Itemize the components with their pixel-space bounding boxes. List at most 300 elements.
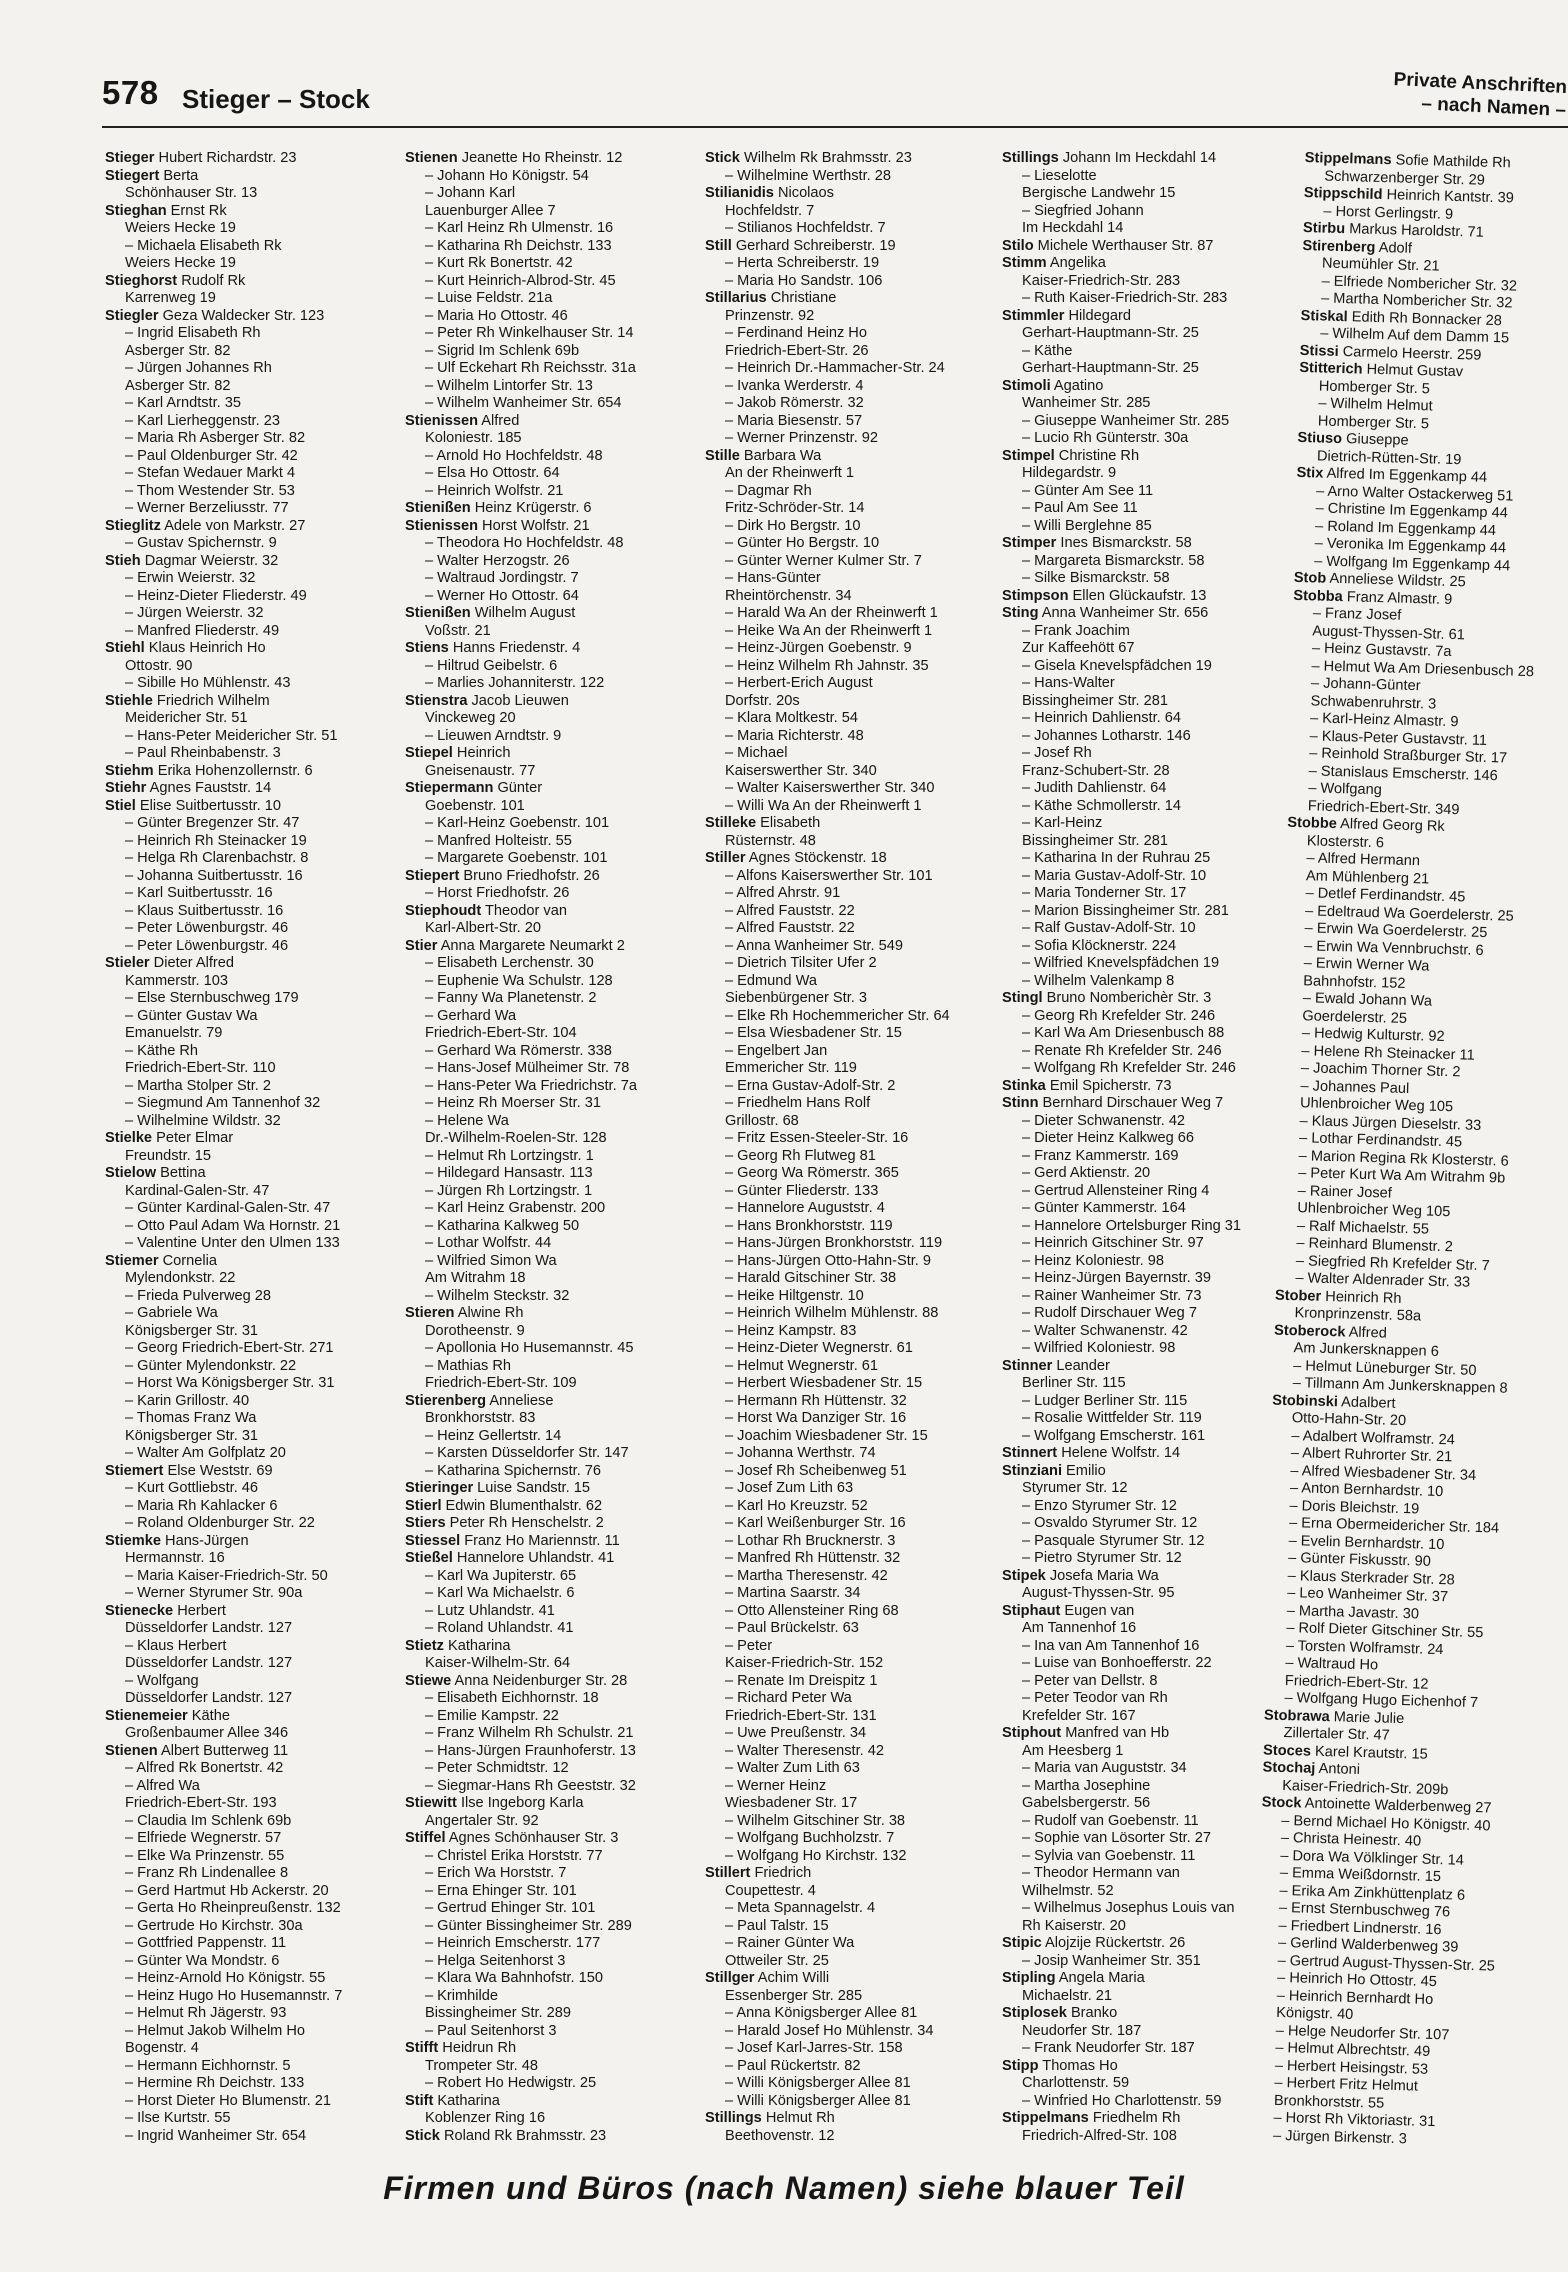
directory-entry <box>705 238 995 256</box>
entry-details: – Paul Rückertstr. 82 <box>725 2057 861 2074</box>
entry-details: – Hedwig Kulturstr. 92 <box>1301 1025 1445 1045</box>
entry-details: Gerhart-Hauptmann-Str. 25 <box>1022 360 1199 376</box>
directory-entry <box>1002 1778 1292 1796</box>
directory-entry <box>105 658 395 676</box>
entry-details: Josefa Maria Wa <box>1045 1567 1159 1584</box>
entry-details: Beethovenstr. 12 <box>725 2127 835 2144</box>
entry-details: – Karl Weißenburger Str. 16 <box>725 1515 906 1531</box>
entry-details: – Fritz Essen-Steeler-Str. 16 <box>725 1130 909 1146</box>
directory-entry <box>705 518 995 536</box>
entry-details: – Siegmar-Hans Rh Geeststr. 32 <box>425 1777 636 1794</box>
directory-entry <box>705 833 995 851</box>
directory-entry <box>1002 710 1292 728</box>
entry-surname: Stix <box>1296 464 1324 482</box>
directory-entry <box>1002 570 1292 588</box>
directory-entry <box>105 2058 395 2076</box>
entry-details: Goerdelerstr. 25 <box>1302 1007 1408 1027</box>
directory-entry <box>405 308 695 326</box>
entry-surname: Stillings <box>705 2110 762 2126</box>
directory-entry <box>105 588 395 606</box>
entry-details: – Klaus Suitbertusstr. 16 <box>125 902 284 919</box>
directory-entry <box>705 1515 995 1533</box>
directory-entry <box>105 1463 395 1481</box>
entry-surname: Stille <box>705 447 740 464</box>
entry-details: – Hiltrud Geibelstr. 6 <box>425 657 558 674</box>
directory-entry <box>1002 693 1292 711</box>
entry-details: – Jürgen Rh Lortzingstr. 1 <box>425 1182 593 1199</box>
entry-details: Gabelsbergerstr. 56 <box>1022 1795 1151 1811</box>
entry-details: Zur Kaffeehött 67 <box>1022 640 1135 656</box>
entry-details: Ines Bismarckstr. 58 <box>1056 535 1192 551</box>
entry-details: Homberger Str. 5 <box>1317 412 1430 432</box>
entry-details: – Harald Josef Ho Mühlenstr. 34 <box>725 2022 934 2039</box>
directory-entry <box>105 1008 395 1026</box>
entry-details: – Ina van Am Tannenhof 16 <box>1022 1637 1200 1654</box>
entry-details: – Erwin Weierstr. 32 <box>125 570 256 586</box>
directory-entry <box>405 1428 695 1446</box>
entry-details: – Horst Dieter Ho Blumenstr. 21 <box>125 2092 332 2109</box>
directory-entry <box>1002 1305 1292 1323</box>
directory-entry <box>405 185 695 203</box>
directory-entry <box>1002 1725 1292 1743</box>
directory-entry <box>705 1585 995 1603</box>
entry-details: – Gertrud August-Thyssen-Str. 25 <box>1277 1952 1496 1975</box>
entry-details: – Roland Uhlandstr. 41 <box>425 1620 574 1636</box>
entry-details: – Lieselotte <box>1022 167 1097 184</box>
directory-entry <box>105 1760 395 1778</box>
directory-entry <box>405 1218 695 1236</box>
directory-entry <box>1002 1148 1292 1166</box>
entry-details: – Heinrich Bernhardt Ho <box>1276 1987 1434 2008</box>
entry-details: – Erich Wa Horststr. 7 <box>425 1865 567 1881</box>
entry-details: – Erika Am Zinkhüttenplatz 6 <box>1279 1882 1466 1904</box>
entry-details: – Paul Brückelstr. 63 <box>725 1620 859 1636</box>
entry-details: Emilio <box>1062 1462 1106 1479</box>
directory-entry <box>105 1883 395 1901</box>
entry-details: – Reinhold Straßburger Str. 17 <box>1308 745 1508 767</box>
entry-details: – Valentine Unter den Ulmen 133 <box>125 1235 340 1251</box>
directory-entry <box>1002 360 1292 378</box>
entry-details: – Richard Peter Wa <box>725 1690 852 1706</box>
entry-details: Günter <box>493 780 543 796</box>
entry-details: – Emilie Kampstr. 22 <box>425 1707 559 1724</box>
directory-entry <box>1002 290 1292 308</box>
entry-details: Fritz-Schröder-Str. 14 <box>725 500 865 516</box>
directory-entry <box>705 1148 995 1166</box>
entry-details: – Heinz Gustavstr. 7a <box>1311 640 1452 661</box>
directory-entry <box>1002 413 1292 431</box>
entry-details: – Maria Biesenstr. 57 <box>725 412 863 429</box>
directory-entry <box>405 955 695 973</box>
entry-details: – Hans-Peter Wa Friedrichstr. 7a <box>425 1077 637 1094</box>
entry-details: – Franz Kammerstr. 169 <box>1022 1147 1179 1164</box>
directory-entry <box>105 1410 395 1428</box>
entry-surname: Stiegert <box>105 167 160 184</box>
directory-entry <box>405 238 695 256</box>
directory-entry <box>405 658 695 676</box>
directory-entry <box>1002 2110 1292 2128</box>
entry-details: – Hans-Jürgen Fraunhoferstr. 13 <box>425 1742 636 1759</box>
entry-details: Trompeter Str. 48 <box>425 2057 539 2074</box>
entry-details: Leander <box>1052 1357 1110 1374</box>
directory-entry <box>1002 2005 1292 2023</box>
entry-details: – Günter Ho Bergstr. 10 <box>725 535 880 551</box>
directory-entry <box>705 1690 995 1708</box>
directory-entry <box>105 255 395 273</box>
directory-entry <box>705 2075 995 2093</box>
entry-surname: Stienen <box>105 1742 158 1759</box>
entry-details: – Rainer Wanheimer Str. 73 <box>1022 1287 1202 1304</box>
entry-details: – Silke Bismarckstr. 58 <box>1022 570 1170 586</box>
directory-entry <box>105 1568 395 1586</box>
entry-details: – Martha Theresenstr. 42 <box>725 1567 888 1584</box>
entry-details: Ellen Glückaufstr. 13 <box>1068 587 1207 604</box>
entry-details: – Alfons Kaiserswerther Str. 101 <box>725 867 933 884</box>
entry-details: – Rudolf van Goebenstr. 11 <box>1022 1812 1199 1829</box>
entry-details: Hochfeldstr. 7 <box>725 202 815 219</box>
entry-details: – Heinz-Jürgen Bayernstr. 39 <box>1022 1270 1212 1286</box>
directory-entry <box>705 1638 995 1656</box>
entry-details: – Wilhelmine Werthstr. 28 <box>725 167 891 184</box>
entry-details: Wilhelmstr. 52 <box>1022 1882 1114 1899</box>
entry-details: Katharina <box>433 2092 500 2109</box>
entry-details: Peter Rh Henschelstr. 2 <box>445 1515 604 1531</box>
entry-details: – Heinrich Wolfstr. 21 <box>425 482 564 499</box>
directory-entry <box>1002 2058 1292 2076</box>
entry-details: Markus Haroldstr. 71 <box>1344 221 1484 241</box>
entry-details: Friedrich-Ebert-Str. 110 <box>125 1060 276 1076</box>
entry-surname: Stobrawa <box>1263 1706 1330 1725</box>
directory-entry <box>105 1253 395 1271</box>
directory-entry <box>405 990 695 1008</box>
entry-details: – Otto Allensteiner Ring 68 <box>725 1602 899 1619</box>
entry-details: – Lothar Wolfstr. 44 <box>425 1235 552 1251</box>
entry-details: Antoni <box>1315 1760 1361 1778</box>
directory-entry <box>705 1865 995 1883</box>
directory-entry <box>1002 1235 1292 1253</box>
entry-details: August-Thyssen-Str. 95 <box>1022 1585 1175 1601</box>
directory-entry <box>1002 1795 1292 1813</box>
directory-entry <box>705 850 995 868</box>
directory-entry <box>705 203 995 221</box>
directory-entry <box>705 1463 995 1481</box>
directory-entry <box>705 185 995 203</box>
entry-details: – Elfriede Wegnerstr. 57 <box>125 1830 282 1846</box>
entry-surname: Stipling <box>1002 1970 1056 1986</box>
directory-entry <box>705 273 995 291</box>
entry-details: – Heinz Kampstr. 83 <box>725 1322 857 1339</box>
entry-details: Bogenstr. 4 <box>125 2040 199 2056</box>
entry-details: – Michael <box>725 745 788 761</box>
entry-details: – Karl Wa Am Driesenbusch 88 <box>1022 1025 1225 1041</box>
entry-details: – Georg Wa Römerstr. 365 <box>725 1165 899 1181</box>
entry-surname: Stiphaut <box>1002 1602 1061 1619</box>
entry-details: – Johann Karl <box>425 185 516 201</box>
entry-surname: Stilo <box>1002 237 1034 254</box>
entry-details: Am Junkersknappen 6 <box>1293 1340 1440 1360</box>
entry-details: – Dieter Schwanenstr. 42 <box>1022 1112 1186 1129</box>
entry-details: Kaiserswerther Str. 340 <box>725 762 877 779</box>
entry-details: Am Heesberg 1 <box>1022 1742 1124 1759</box>
directory-entry <box>105 1813 395 1831</box>
directory-entry <box>705 360 995 378</box>
directory-entry <box>705 1795 995 1813</box>
entry-details: – Wilfried Knevelspfädchen 19 <box>1022 955 1220 971</box>
directory-entry <box>705 1725 995 1743</box>
entry-details: – Pietro Styrumer Str. 12 <box>1022 1550 1182 1566</box>
entry-details: – Emma Weißdornstr. 15 <box>1279 1864 1442 1886</box>
entry-details: Emanuelstr. 79 <box>125 1025 223 1041</box>
directory-entry <box>105 868 395 886</box>
entry-details: Ilse Ingeborg Karla <box>456 1795 584 1811</box>
directory-entry <box>405 1498 695 1516</box>
directory-entry <box>105 2005 395 2023</box>
entry-details: – Dora Wa Völklinger Str. 14 <box>1280 1847 1465 1869</box>
directory-entry <box>705 1288 995 1306</box>
directory-entry <box>105 395 395 413</box>
entry-surname: Stielke <box>105 1130 153 1146</box>
entry-details: – Gerd Aktienstr. 20 <box>1022 1165 1151 1181</box>
entry-details: Gerhart-Hauptmann-Str. 25 <box>1022 325 1199 341</box>
entry-details: – Ewald Johann Wa <box>1302 990 1433 1010</box>
directory-entry <box>705 343 995 361</box>
entry-details: Heidrun Rh <box>438 2040 517 2056</box>
entry-details: Bergische Landwehr 15 <box>1022 185 1176 201</box>
entry-details: – Heinrich Dr.-Hammacher-Str. 24 <box>725 360 945 376</box>
entry-details: – Hermann Eichhornstr. 5 <box>125 2057 291 2074</box>
entry-details: – Tillmann Am Junkersknappen 8 <box>1292 1375 1508 1397</box>
entry-details: – Hildegard Hansastr. 113 <box>425 1165 593 1181</box>
directory-entry <box>705 1165 995 1183</box>
entry-surname: Stieren <box>405 1305 455 1321</box>
entry-details: – Theodora Ho Hochfeldstr. 48 <box>425 535 624 551</box>
entry-details: – Gerlind Walderbenweg 39 <box>1277 1934 1459 1956</box>
entry-details: Am Witrahm 18 <box>425 1270 526 1286</box>
entry-details: Königstr. 40 <box>1276 2004 1354 2023</box>
entry-details: – Wilhelm Helmut <box>1318 395 1433 415</box>
entry-details: Meidericher Str. 51 <box>125 710 248 726</box>
entry-surname: Stiepermann <box>405 780 494 796</box>
entry-details: – Alfred Ahrstr. 91 <box>725 885 841 901</box>
entry-details: Friedrich Wilhelm <box>152 692 270 709</box>
entry-details: – Maria Rh Kahlacker 6 <box>125 1497 278 1514</box>
entry-details: – Frieda Pulverweg 28 <box>125 1287 272 1304</box>
entry-details: – Ulf Eckehart Rh Reichsstr. 31a <box>425 360 636 376</box>
directory-entry <box>1002 1585 1292 1603</box>
directory-entry <box>705 2058 995 2076</box>
running-head <box>1393 68 1568 122</box>
directory-entry <box>405 1410 695 1428</box>
directory-entry <box>405 815 695 833</box>
directory-entry <box>1002 850 1292 868</box>
directory-entry <box>705 1743 995 1761</box>
entry-details: – Klara Wa Bahnhofstr. 150 <box>425 1970 603 1986</box>
entry-details: – Walter Zum Lith 63 <box>725 1760 860 1776</box>
directory-entry <box>705 395 995 413</box>
entry-details: Bissingheimer Str. 281 <box>1022 692 1169 709</box>
directory-entry <box>705 2110 995 2128</box>
entry-details: – Dirk Ho Bergstr. 10 <box>725 517 861 534</box>
entry-details: – Martha Javastr. 30 <box>1286 1602 1420 1622</box>
directory-entry <box>1002 1918 1292 1936</box>
directory-entry <box>405 1165 695 1183</box>
directory-entry <box>705 1673 995 1691</box>
entry-surname: Stock <box>1261 1794 1302 1812</box>
entry-details: – Erwin Wa Goerdelerstr. 25 <box>1304 920 1488 942</box>
entry-details: Ernst Rk <box>166 202 227 219</box>
entry-details: – Kurt Heinrich-Albrod-Str. 45 <box>425 272 616 289</box>
entry-details: – Kurt Gottliebstr. 46 <box>125 1480 259 1496</box>
entry-details: – Siegfried Johann <box>1022 202 1144 219</box>
entry-details: – Harald Gitschiner Str. 38 <box>725 1270 897 1286</box>
directory-entry <box>1002 920 1292 938</box>
entry-details: – Gisela Knevelspfädchen 19 <box>1022 657 1212 674</box>
directory-entry <box>405 1848 695 1866</box>
entry-details: – Willi Königsberger Allee 81 <box>725 2075 911 2091</box>
entry-details: – Enzo Styrumer Str. 12 <box>1022 1497 1177 1514</box>
directory-entry <box>105 570 395 588</box>
directory-entry <box>705 220 995 238</box>
entry-details: – Günter Kardinal-Galen-Str. 47 <box>125 1200 331 1216</box>
entry-details: Goebenstr. 101 <box>425 797 525 814</box>
entry-details: – Elke Rh Hochemmericher Str. 64 <box>725 1007 950 1024</box>
entry-details: – Stanislaus Emscherstr. 146 <box>1308 762 1498 784</box>
entry-details: – Luise Feldstr. 21a <box>425 290 553 306</box>
entry-surname: Stieh <box>105 552 141 569</box>
directory-entry <box>105 1918 395 1936</box>
directory-entry <box>105 413 395 431</box>
entry-details: – Torsten Wolframstr. 24 <box>1285 1637 1444 1658</box>
entry-details: Kaiser-Friedrich-Str. 283 <box>1022 272 1181 289</box>
entry-details: – Maria Ho Ottostr. 46 <box>425 307 568 324</box>
entry-details: Voßstr. 21 <box>425 622 491 639</box>
entry-details: – Heinz-Dieter Wegnerstr. 61 <box>725 1340 913 1356</box>
directory-entry <box>105 728 395 746</box>
directory-entry <box>405 588 695 606</box>
directory-entry <box>105 1830 395 1848</box>
entry-details: – Rudolf Dirschauer Weg 7 <box>1022 1305 1197 1321</box>
entry-details: – Alfred Fauststr. 22 <box>725 920 855 936</box>
entry-details: – Katharina Kalkweg 50 <box>425 1217 580 1234</box>
entry-details: – Ernst Sternbuschweg 76 <box>1278 1899 1451 1921</box>
entry-details: Wilhelm Rk Brahmsstr. 23 <box>739 150 912 166</box>
directory-entry <box>1002 1218 1292 1236</box>
entry-details: – Fanny Wa Planetenstr. 2 <box>425 990 597 1006</box>
directory-entry <box>705 1323 995 1341</box>
entry-surname: Stochaj <box>1262 1759 1316 1777</box>
page-number: 578 <box>102 74 159 111</box>
entry-surname: Stick <box>405 2127 440 2144</box>
directory-entry <box>405 640 695 658</box>
entry-details: – Paul Am See 11 <box>1022 500 1138 516</box>
directory-entry <box>705 535 995 553</box>
directory-entry <box>1002 378 1292 396</box>
entry-surname: Stienissen <box>405 412 478 429</box>
entry-details: Karl-Albert-Str. 20 <box>425 920 541 936</box>
directory-entry <box>1002 1830 1292 1848</box>
entry-details: Alwine Rh <box>454 1305 524 1321</box>
directory-entry <box>1002 1358 1292 1376</box>
entry-details: Schönhauser Str. 13 <box>125 185 258 201</box>
entry-details: – Dagmar Rh <box>725 482 812 499</box>
directory-entry <box>1002 1340 1292 1358</box>
directory-entry <box>105 2093 395 2111</box>
entry-details: Alfred Im Eggenkamp 44 <box>1323 465 1488 486</box>
entry-details: – Sigrid Im Schlenk 69b <box>425 342 580 359</box>
directory-entry <box>705 1830 995 1848</box>
entry-details: – Peter Teodor van Rh <box>1022 1690 1168 1706</box>
directory-entry <box>105 1900 395 1918</box>
directory-entry <box>705 1970 995 1988</box>
entry-surname: Stoberock <box>1273 1322 1346 1340</box>
entry-details: – Herbert Wiesbadener Str. 15 <box>725 1375 923 1391</box>
directory-entry <box>1002 1690 1292 1708</box>
directory-entry <box>105 815 395 833</box>
directory-entry <box>1002 1288 1292 1306</box>
entry-details: Elise Suitbertusstr. 10 <box>135 797 282 814</box>
entry-details: Nicolaos <box>773 185 834 201</box>
directory-entry <box>705 1568 995 1586</box>
entry-details: Prinzenstr. 92 <box>725 307 815 324</box>
directory-entry <box>705 815 995 833</box>
entry-details: – Franz Rh Lindenallee 8 <box>125 1865 289 1881</box>
entry-details: Heinrich Kantstr. 39 <box>1382 187 1515 207</box>
directory-entry <box>1002 1988 1292 2006</box>
directory-entry <box>1002 1848 1292 1866</box>
directory-entry <box>405 1043 695 1061</box>
entry-details: Karrenweg 19 <box>125 290 216 306</box>
entry-details: – Stefan Wedauer Markt 4 <box>125 465 296 481</box>
entry-details: – Paul Seitenhorst 3 <box>425 2022 557 2039</box>
directory-entry <box>405 500 695 518</box>
entry-surname: Stierenberg <box>405 1392 487 1409</box>
entry-details: Peter Elmar <box>152 1130 234 1146</box>
directory-entry <box>105 693 395 711</box>
directory-entry <box>405 1585 695 1603</box>
directory-entry <box>1002 1638 1292 1656</box>
directory-column-3 <box>705 150 995 2145</box>
entry-details: – Wilhelm Steckstr. 32 <box>425 1287 570 1304</box>
entry-details: – Maria van Auguststr. 34 <box>1022 1760 1187 1776</box>
directory-entry <box>105 1200 395 1218</box>
directory-entry <box>405 1743 695 1761</box>
entry-details: – Anna Königsberger Allee 81 <box>725 2005 918 2021</box>
entry-details: – Hans-Walter <box>1022 675 1115 691</box>
directory-entry <box>105 798 395 816</box>
directory-entry <box>1002 1410 1292 1428</box>
directory-column-2 <box>405 150 695 2145</box>
entry-details: – Sylvia van Goebenstr. 11 <box>1022 1847 1196 1864</box>
entry-details: – Heinz Gellertstr. 14 <box>425 1427 562 1444</box>
entry-details: Heinrich <box>452 745 511 761</box>
directory-column-1 <box>105 150 395 2145</box>
entry-details: Friedrich-Ebert-Str. 26 <box>725 342 869 359</box>
entry-details: – Maria Rh Asberger Str. 82 <box>125 430 306 446</box>
directory-entry <box>1002 1200 1292 1218</box>
entry-surname: Stiewitt <box>405 1795 457 1811</box>
directory-entry <box>1002 168 1292 186</box>
entry-details: Klosterstr. 6 <box>1306 832 1385 851</box>
directory-entry <box>405 1515 695 1533</box>
directory-entry <box>1002 2075 1292 2093</box>
directory-entry <box>705 500 995 518</box>
directory-entry <box>405 1463 695 1481</box>
directory-entry <box>705 623 995 641</box>
directory-entry <box>1002 885 1292 903</box>
entry-surname: Stiskal <box>1300 307 1348 325</box>
entry-details: Kammerstr. 103 <box>125 972 229 989</box>
entry-details: – Hans-Jürgen Bronkhorststr. 119 <box>725 1235 943 1251</box>
